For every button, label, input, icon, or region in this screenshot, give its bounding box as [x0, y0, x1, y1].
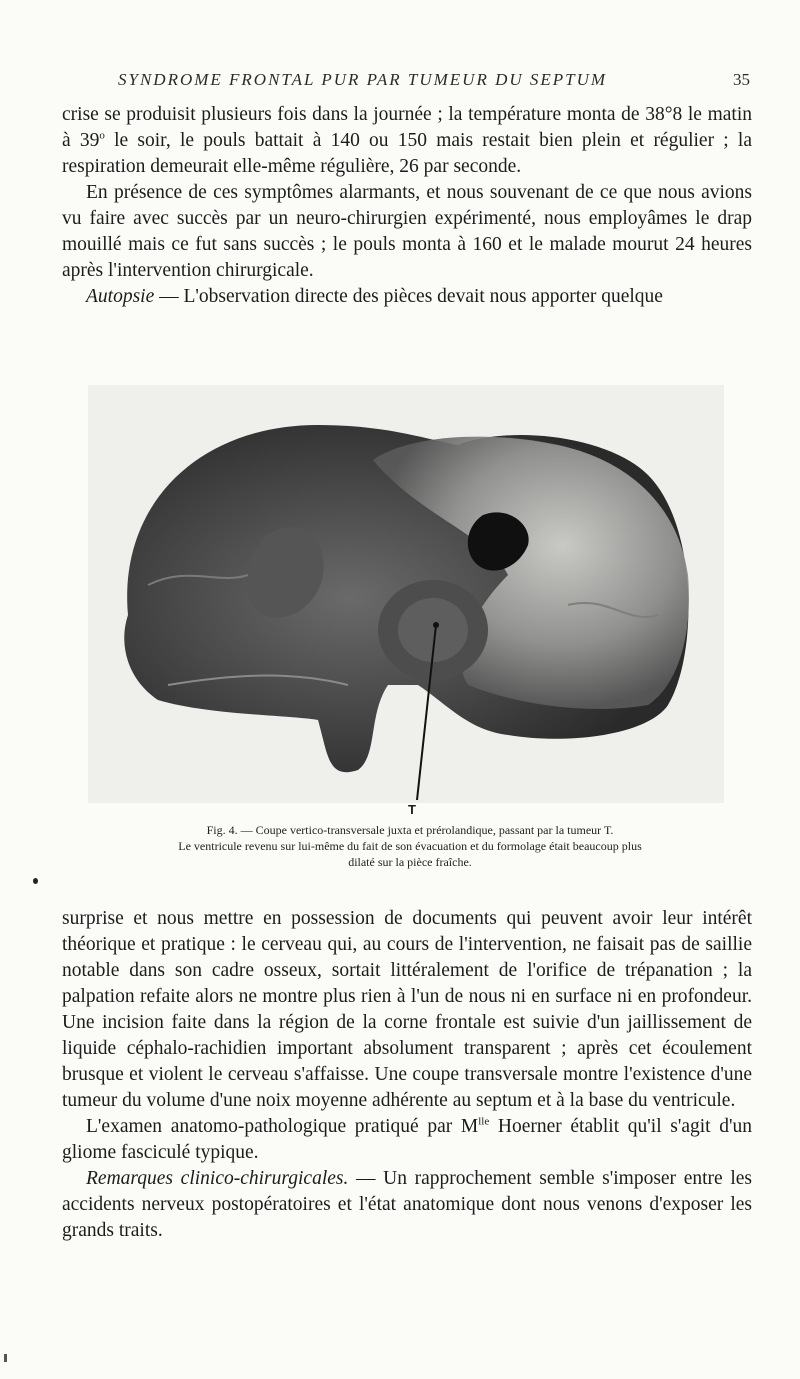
paragraph-examen	[62, 1114, 752, 1166]
superscript: o	[99, 129, 105, 142]
text-span: crise se produisit plusieurs fois dans la journée ; la température monta de 38°8 le matin à 39	[62, 104, 752, 151]
figure-label-t: T	[408, 802, 416, 817]
paragraph-autopsie	[62, 284, 752, 310]
remarques-label: Remarques clinico-chirurgicales.	[86, 1168, 349, 1189]
page-number: 35	[733, 70, 750, 89]
paragraph-remarques	[62, 1166, 752, 1244]
brain-section-illustration	[88, 385, 724, 803]
margin-speck	[33, 878, 38, 884]
figure-caption	[90, 822, 730, 870]
caption-line: Le ventricule revenu sur lui-même du fait de son évacuation et du formolage était beaucoup plus	[178, 839, 642, 853]
text-span: le soir, le pouls battait à 140 ou 150 mais restait bien plein et régulier ; la respiration demeurait elle-même régulière, 26 par seconde.	[62, 130, 753, 177]
brain-section-photograph	[88, 385, 724, 803]
text-span: L'examen anatomo-pathologique pratiqué par M	[86, 1116, 479, 1137]
caption-line: dilaté sur la pièce fraîche.	[348, 855, 472, 869]
caption-line: Fig. 4. — Coupe vertico-transversale juxta et prérolandique, passant par la tumeur T.	[206, 823, 614, 837]
text-span: Hoerner établit qu'il s'agit d'un gliome fasciculé typique.	[62, 1116, 752, 1163]
text-span: — L'observation directe des pièces devait nous apporter quelque	[154, 286, 663, 307]
paragraph-crise	[62, 102, 752, 180]
paragraph-surprise: surprise et nous mettre en possession de documents qui peuvent avoir leur intérêt théorique et pratique : le cerveau qui, au cours de l'intervention, ne faisait pas de saillie notable dans son cadre osseux, sortait littéralement de l'orifice de trépanation ; la palpation refaite alors ne montre plus rien à l'un de nous ni en surface ni en profondeur. Une incision faite dans la région de la corne frontale est suivie d'un jaillissement de liquide céphalo-rachidien important absolument transparent ; après cet écoulement brusque et violent le cerveau s'affaisse. Une coupe transversale montre l'existence d'une tumeur du volume d'une noix moyenne adhérente au septum et à la base du ventricule.	[62, 908, 752, 1111]
body-text-bottom	[62, 906, 752, 1244]
text-span: — Un rapprochement semble s'imposer entre les accidents nerveux postopératoires et l'état anatomique dont nous venons d'exposer les grands traits.	[62, 1168, 752, 1241]
superscript: lle	[478, 1115, 490, 1128]
paragraph-presence: En présence de ces symptômes alarmants, et nous souvenant de ce que nous avions vu faire avec succès par un neuro-chirurgien expérimenté, nous employâmes le drap mouillé mais ce fut sans succès ; le pouls monta à 160 et le malade mourut 24 heures après l'intervention chirurgicale.	[62, 182, 752, 281]
body-text-top	[62, 102, 752, 310]
margin-speck	[4, 1354, 7, 1362]
running-head	[0, 68, 800, 98]
running-title: SYNDROME FRONTAL PUR PAR TUMEUR DU SEPTUM	[118, 70, 608, 89]
autopsie-label: Autopsie	[86, 286, 155, 307]
